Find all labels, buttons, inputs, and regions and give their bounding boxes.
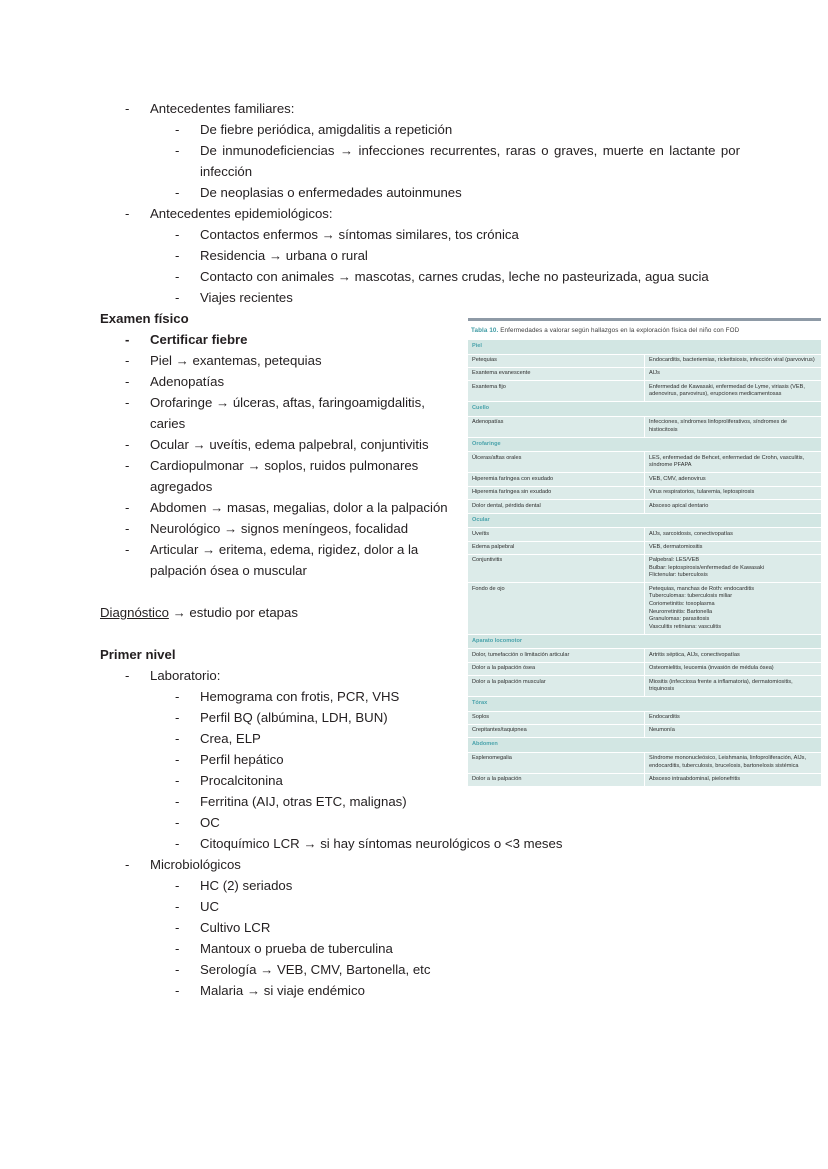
table-cell-diseases: Enfermedad de Kawasaki, enfermedad de Lyme, viriasis (VEB, adenovirus, parvovirus), erupciones medicamentosas (645, 381, 822, 402)
table-section-label: Tórax (468, 697, 821, 712)
table-section-row (468, 340, 821, 354)
table-cell-finding: Adenopatías (468, 416, 645, 437)
table-section-row (468, 634, 821, 649)
list-item-label: Hemograma con frotis, PCR, VHS (200, 689, 400, 704)
table-cell-diseases: Osteomielitis, leucemia (invasión de médula ósea) (645, 662, 822, 675)
diagnostico-rest: → estudio por etapas (168, 605, 298, 620)
list-item (100, 896, 740, 917)
list-item-label: De neoplasias o enfermedades autoinmunes (200, 185, 462, 200)
list-item-label: OC (200, 815, 220, 830)
bullet-dash: - (175, 731, 180, 746)
list-item-label: Mantoux o prueba de tuberculina (200, 941, 393, 956)
list-item (100, 203, 740, 224)
list-item-label: Perfil BQ (albúmina, LDH, BUN) (200, 710, 388, 725)
list-item (100, 287, 740, 308)
list-item (100, 875, 740, 896)
table-row (468, 753, 821, 774)
table-cell-diseases: AIJs (645, 367, 822, 380)
list-item-label: De inmunodeficiencias → infecciones recurrentes, raras o graves, muerte en lactante por infección (200, 143, 740, 179)
list-item (100, 959, 740, 980)
table-row (468, 711, 821, 724)
table-section-row (468, 437, 821, 452)
list-item (100, 938, 740, 959)
table-row (468, 725, 821, 738)
table-cell-diseases: VEB, dermatomiositis (645, 541, 822, 554)
list-item (100, 812, 740, 833)
bullet-dash: - (125, 542, 130, 557)
table-cell-finding: Dolor, tumefacción o limitación articular (468, 649, 645, 662)
table-cell-diseases: VEB, CMV, adenovirus (645, 473, 822, 486)
table-cell-finding: Hiperemia faríngea sin exudado (468, 486, 645, 499)
table-row (468, 381, 821, 402)
section-heading-examen-fisico: Examen físico (100, 311, 189, 326)
list-item-label: De fiebre periódica, amigdalitis a repetición (200, 122, 453, 137)
bullet-dash: - (125, 521, 130, 536)
table-cell-diseases: AIJs, sarcoidosis, conectivopatías (645, 528, 822, 541)
list-item (100, 266, 740, 287)
table-cell-diseases: Miositis (infecciosa frente a inflamatoria), dermatomiositis, triquinosis (645, 676, 822, 697)
table-cell-diseases: Absceso apical dentario (645, 500, 822, 513)
figure-tabla-10 (468, 318, 821, 787)
table-cell-finding: Exantema fijo (468, 381, 645, 402)
table-row (468, 452, 821, 473)
list-item-label: Contacto con animales → mascotas, carnes crudas, leche no pasteurizada, agua sucia (200, 269, 709, 284)
list-item (100, 140, 740, 182)
figure-top-rule (468, 318, 821, 321)
table-cell-finding: Esplenomegalia (468, 753, 645, 774)
table-row (468, 583, 821, 634)
bullet-dash: - (125, 458, 130, 473)
table-cell-finding: Dolor a la palpación muscular (468, 676, 645, 697)
table-cell-diseases: Virus respiratorios, tularemia, leptospirosis (645, 486, 822, 499)
bullet-dash: - (175, 122, 180, 137)
list-item-label: Ferritina (AIJ, otras ETC, malignas) (200, 794, 407, 809)
table-row (468, 528, 821, 541)
figure-caption-text: Enfermedades a valorar según hallazgos en la exploración física del niño con FOD (500, 327, 740, 334)
table-cell-diseases: Absceso intraabdominal, pielonefritis (645, 774, 822, 787)
bullet-dash: - (125, 353, 130, 368)
list-item (100, 119, 740, 140)
table-row (468, 354, 821, 367)
list-item-label: Articular → eritema, edema, rigidez, dolor a la palpación ósea o muscular (150, 542, 419, 578)
table-cell-finding: Dolor dental, pérdida dental (468, 500, 645, 513)
bullet-dash: - (175, 269, 180, 284)
fod-table-body (468, 340, 821, 787)
list-item-label: Serología → VEB, CMV, Bartonella, etc (200, 962, 431, 977)
list-item-label: Procalcitonina (200, 773, 283, 788)
bullet-dash: - (125, 500, 130, 515)
bullet-dash: - (175, 878, 180, 893)
table-section-row (468, 738, 821, 753)
table-row (468, 554, 821, 583)
list-item-label: Adenopatías (150, 374, 225, 389)
bullet-dash: - (175, 899, 180, 914)
bullet-dash: - (175, 185, 180, 200)
table-cell-finding: Conjuntivitis (468, 554, 645, 583)
list-item (100, 224, 740, 245)
table-section-label: Piel (468, 340, 821, 354)
table-cell-finding: Úlceras/aftas orales (468, 452, 645, 473)
table-cell-finding: Dolor a la palpación (468, 774, 645, 787)
bullet-dash: - (175, 983, 180, 998)
list-item-label: Neurológico → signos meníngeos, focalidad (150, 521, 409, 536)
bullet-dash: - (175, 773, 180, 788)
bullet-dash: - (175, 962, 180, 977)
list-item-label: Contactos enfermos → síntomas similares, tos crónica (200, 227, 519, 242)
table-cell-finding: Petequias (468, 354, 645, 367)
table-cell-finding: Fondo de ojo (468, 583, 645, 634)
list-item-label: Laboratorio: (150, 668, 221, 683)
bullet-dash: - (175, 794, 180, 809)
table-cell-finding: Soplos (468, 711, 645, 724)
bullet-dash: - (125, 101, 130, 116)
bullet-dash: - (175, 752, 180, 767)
table-section-label: Aparato locomotor (468, 634, 821, 649)
table-section-row (468, 697, 821, 712)
list-item (100, 182, 740, 203)
table-cell-diseases: Artritis séptica, AIJs, conectivopatías (645, 649, 822, 662)
table-cell-diseases: Neumonía (645, 725, 822, 738)
bullet-dash: - (175, 143, 180, 158)
list-item-label: Microbiológicos (150, 857, 241, 872)
list-item-label: Antecedentes epidemiológicos: (150, 206, 333, 221)
bullet-dash: - (125, 395, 130, 410)
bullet-dash: - (175, 815, 180, 830)
list-item-label: Viajes recientes (200, 290, 293, 305)
bullet-dash: - (175, 920, 180, 935)
bullet-dash: - (125, 374, 130, 389)
bullet-dash: - (125, 668, 130, 683)
list-item-label: UC (200, 899, 220, 914)
list-item-label: Crea, ELP (200, 731, 261, 746)
list-item-label: Orofaringe → úlceras, aftas, faringoamigdalitis, caries (150, 395, 425, 431)
table-row (468, 473, 821, 486)
table-row (468, 649, 821, 662)
bullet-dash: - (175, 248, 180, 263)
list-item (100, 833, 740, 854)
table-row (468, 676, 821, 697)
table-cell-diseases: Endocarditis, bacteriemias, rickettsiosis, infección viral (parvovirus) (645, 354, 822, 367)
table-cell-finding: Dolor a la palpación ósea (468, 662, 645, 675)
table-row (468, 774, 821, 787)
diagnostico-label: Diagnóstico (100, 605, 169, 620)
table-cell-diseases: Petequias, manchas de Roth: endocarditis Tuberculomas: tuberculosis miliar Coriometinitis: toxoplasma Neurorretinitis: Bartonella Granulomas: parasitosis Vasculitis retiniana: vasculitis (645, 583, 822, 634)
list-item-label: Abdomen → masas, megalias, dolor a la palpación (150, 500, 448, 515)
list-item-label: Ocular → uveítis, edema palpebral, conjuntivitis (150, 437, 429, 452)
table-cell-finding: Edema palpebral (468, 541, 645, 554)
table-cell-diseases: Infecciones, síndromes linfoproliferativos, síndromes de histiocitosis (645, 416, 822, 437)
table-cell-diseases: Síndrome mononucleósico, Leishmania, linfoproliferación, AIJs, endocarditis, tuberculosis, brucelosis, bartonelosis sistémica (645, 753, 822, 774)
section-heading-primer-nivel: Primer nivel (100, 647, 176, 662)
list-item-label: Antecedentes familiares: (150, 101, 295, 116)
list-item (100, 245, 740, 266)
table-row (468, 416, 821, 437)
table-row (468, 541, 821, 554)
figure-caption-label: Tabla 10. (471, 327, 499, 334)
list-item-label: Malaria → si viaje endémico (200, 983, 365, 998)
bullet-dash: - (125, 206, 130, 221)
table-section-label: Orofaringe (468, 437, 821, 452)
table-cell-diseases: Endocarditis (645, 711, 822, 724)
table-section-label: Abdomen (468, 738, 821, 753)
list-item-label: Cardiopulmonar → soplos, ruidos pulmonares agregados (150, 458, 419, 494)
table-cell-diseases: Palpebral: LES/VEB Bulbar: leptospirosis/enfermedad de Kawasaki Flictenular: tuberculosis (645, 554, 822, 583)
list-item (100, 98, 740, 119)
table-row (468, 500, 821, 513)
table-cell-finding: Crepitantes/taquipnea (468, 725, 645, 738)
figure-caption (468, 326, 821, 340)
bullet-dash: - (125, 857, 130, 872)
list-item (100, 980, 740, 1001)
bullet-dash: - (125, 437, 130, 452)
list-item-label: Perfil hepático (200, 752, 284, 767)
table-row (468, 662, 821, 675)
table-cell-diseases: LES, enfermedad de Behcet, enfermedad de Crohn, vasculitis, síndrome PFAPA (645, 452, 822, 473)
table-cell-finding: Exantema evanescente (468, 367, 645, 380)
bullet-dash: - (175, 689, 180, 704)
list-item (100, 854, 740, 875)
table-row (468, 367, 821, 380)
list-item (100, 791, 740, 812)
table-row (468, 486, 821, 499)
list-item-label: Citoquímico LCR → si hay síntomas neurológicos o <3 meses (200, 836, 563, 851)
table-section-label: Cuello (468, 402, 821, 417)
fod-findings-table (468, 340, 821, 787)
list-item-label: Residencia → urbana o rural (200, 248, 368, 263)
table-section-row (468, 402, 821, 417)
bullet-dash: - (175, 227, 180, 242)
bullet-dash: - (175, 836, 180, 851)
table-cell-finding: Uveítis (468, 528, 645, 541)
list-item-label: Certificar fiebre (150, 332, 248, 347)
list-item (100, 917, 740, 938)
bullet-dash: - (125, 332, 130, 347)
bullet-dash: - (175, 290, 180, 305)
table-section-label: Ocular (468, 513, 821, 528)
list-item-label: Piel → exantemas, petequias (150, 353, 322, 368)
table-cell-finding: Hiperemia faríngea con exudado (468, 473, 645, 486)
list-item-label: Cultivo LCR (200, 920, 271, 935)
bullet-dash: - (175, 941, 180, 956)
table-section-row (468, 513, 821, 528)
list-item-label: HC (2) seriados (200, 878, 293, 893)
bullet-dash: - (175, 710, 180, 725)
